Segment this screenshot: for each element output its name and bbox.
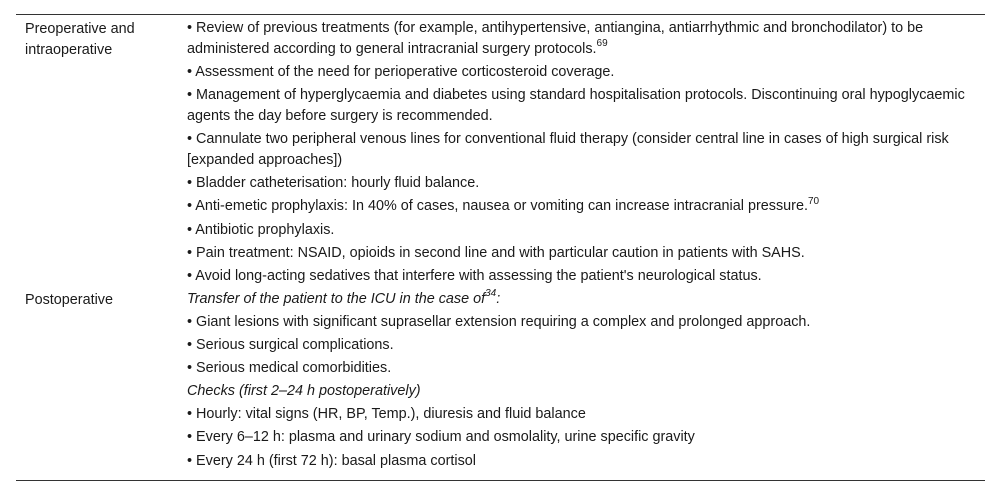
row-content-preoperative — [187, 18, 985, 289]
list-item: • Pain treatment: NSAID, opioids in second line and with particular caution in patients with SAHS. — [187, 244, 805, 261]
recommendations-table — [16, 14, 985, 481]
list-item: • Anti-emetic prophylaxis: In 40% of cases, nausea or vomiting can increase intracranial pressure.$^{70}$ — [187, 195, 820, 215]
row-label-line: Preoperative and — [25, 21, 135, 37]
table-row-preoperative — [16, 18, 985, 289]
list-item: • Avoid long-acting sedatives that interfere with assessing the patient's neurological status. — [187, 267, 762, 284]
list-item: • Bladder catheterisation: hourly fluid balance. — [187, 175, 480, 192]
list-item: • Antibiotic prophylaxis. — [187, 221, 335, 238]
row-content-postoperative — [187, 289, 985, 474]
list-item: • Serious medical comorbidities. — [187, 360, 392, 377]
list-item: • Every 24 h (first 72 h): basal plasma cortisol — [187, 452, 476, 469]
list-item: • Giant lesions with significant suprasellar extension requiring a complex and prolonged approach. — [187, 313, 811, 330]
list-item: • Management of hyperglycaemia and diabetes using standard hospitalisation protocols. Discontinuing oral hypoglycaemic agents the day before surgery is recommended. — [187, 87, 965, 125]
list-item: • Assessment of the need for perioperative corticosteroid coverage. — [187, 64, 615, 81]
section-heading: Transfer of the patient to the ICU in the case $of^{34}$: — [187, 288, 501, 307]
list-item: • Serious surgical complications. — [187, 337, 394, 354]
section-heading: Checks (first 2–24 h postoperatively) — [187, 383, 421, 400]
row-label-preoperative — [16, 18, 187, 61]
list-item: • Cannulate two peripheral venous lines for conventional fluid therapy (consider central line in cases of high surgical risk [expanded approaches]) — [187, 131, 949, 169]
table-row-postoperative — [16, 289, 985, 474]
reference-superscript: 70 — [807, 195, 820, 207]
reference-superscript: 34 — [485, 288, 497, 300]
row-label-postoperative: Postoperative — [25, 291, 113, 308]
row-label-line: intraoperative — [25, 42, 113, 58]
list-item: • Hourly: vital signs (HR, BP, Temp.), diuresis and fluid balance — [187, 406, 586, 423]
list-item: • Review of previous treatments (for example, antihypertensive, antiangina, antiarrhythmic and bronchodilator) to be administered according to general intracranial surgery protocols.$^{69}$ — [187, 20, 924, 57]
list-item: • Every 6–12 h: plasma and urinary sodium and osmolality, urine specific gravity — [187, 429, 695, 446]
reference-superscript: 69 — [596, 38, 608, 50]
